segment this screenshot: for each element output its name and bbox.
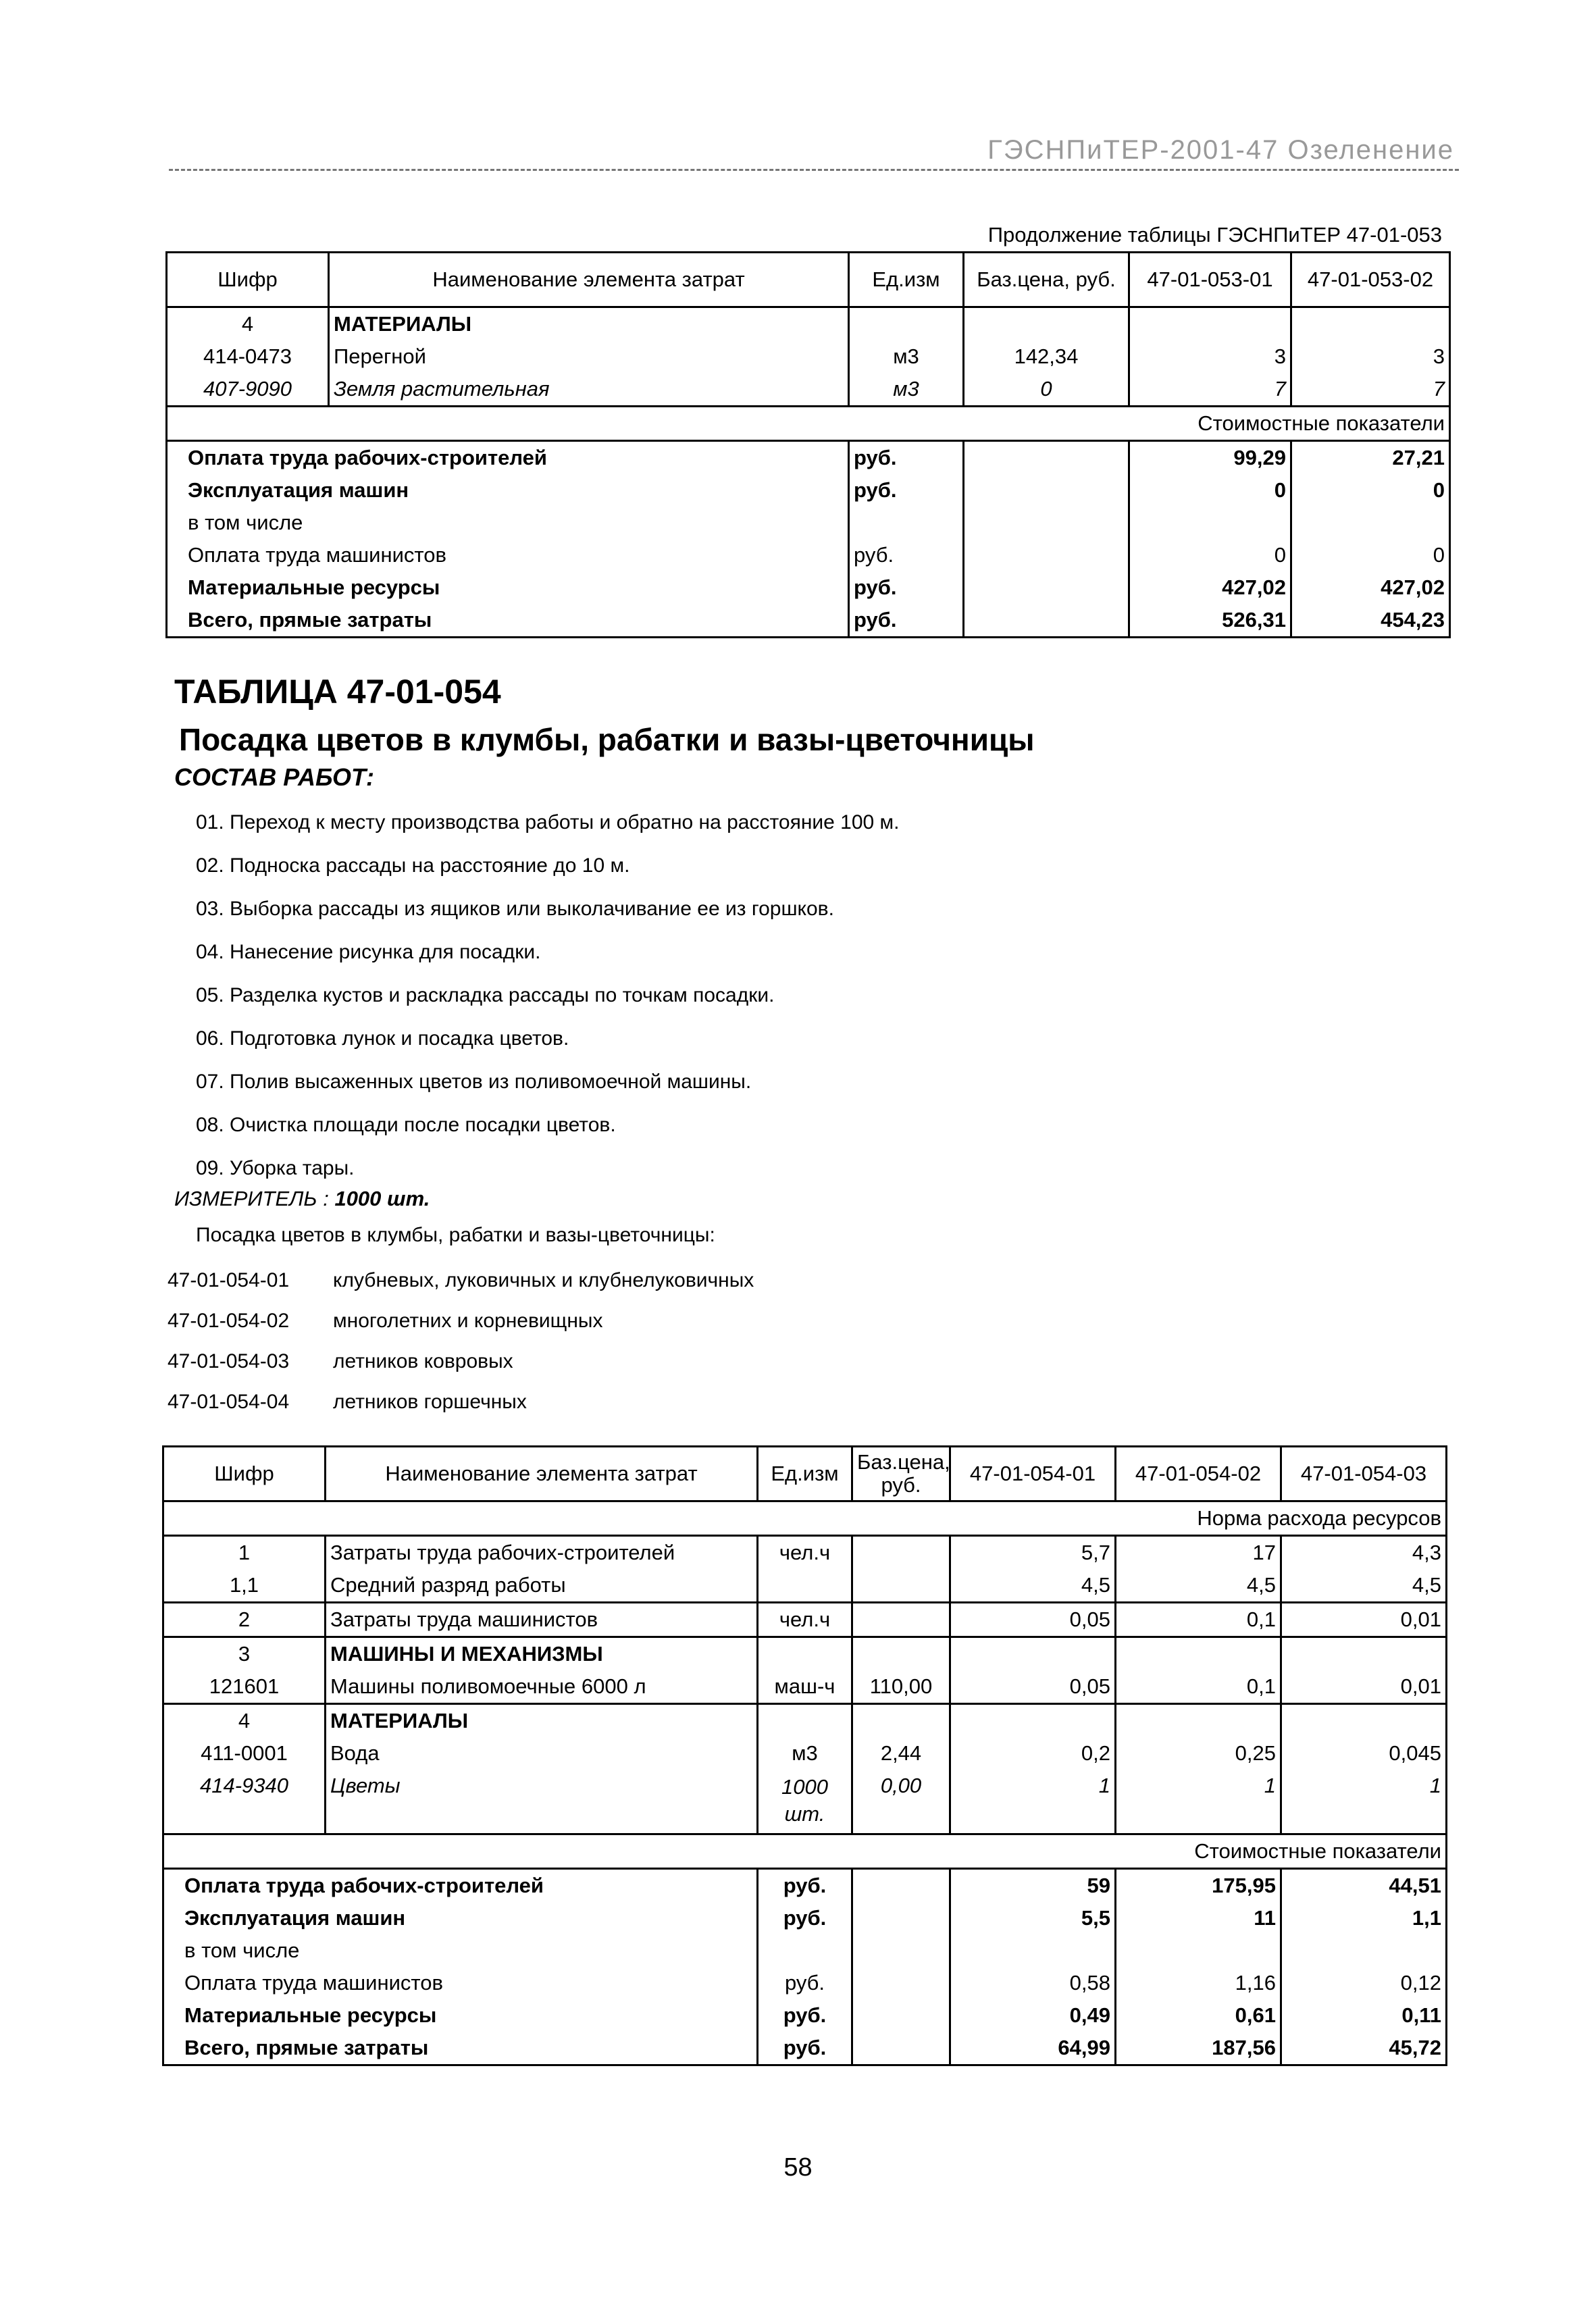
cost-value: 0,49 bbox=[950, 1999, 1116, 2032]
cost-label: Оплата труда рабочих-строителей bbox=[163, 1869, 758, 1903]
cost-row bbox=[167, 441, 1450, 475]
table-cell: 1 bbox=[163, 1536, 326, 1570]
table-cell bbox=[852, 1704, 950, 1738]
table-cell: 17 bbox=[1116, 1536, 1281, 1570]
codes-list bbox=[168, 1260, 754, 1422]
table-cell: 3 bbox=[1129, 340, 1291, 373]
table-cell bbox=[852, 1603, 950, 1637]
table-row bbox=[163, 1637, 1447, 1671]
work-step: 03. Выборка рассады из ящиков или выколачивание ее из горшков. bbox=[196, 898, 834, 920]
cost-value: 99,29 bbox=[1129, 441, 1291, 475]
table-cell bbox=[758, 1569, 852, 1603]
table-cell: 121601 bbox=[163, 1670, 326, 1704]
measurement-unit bbox=[174, 1187, 430, 1211]
table-cell bbox=[852, 1536, 950, 1570]
table-row bbox=[163, 1569, 1447, 1603]
table-row bbox=[163, 1704, 1447, 1738]
code-desc: летников горшечных bbox=[333, 1391, 527, 1413]
table-cell bbox=[1281, 1637, 1447, 1671]
cost-unit: руб. bbox=[758, 1999, 852, 2032]
cost-value bbox=[1129, 507, 1291, 539]
cost-unit bbox=[849, 507, 964, 539]
cost-value: 0 bbox=[1291, 474, 1450, 507]
work-step: 07. Полив высаженных цветов из поливомоечной машины. bbox=[196, 1071, 752, 1093]
cost-price bbox=[964, 441, 1129, 475]
work-step: 02. Подноска рассады на расстояние до 10 м. bbox=[196, 854, 630, 877]
table-cell: 0,2 bbox=[950, 1737, 1116, 1770]
table-cell: чел.ч bbox=[758, 1603, 852, 1637]
work-step: 01. Переход к месту производства работы и обратно на расстояние 100 м. bbox=[196, 811, 900, 833]
cost-row bbox=[163, 1999, 1447, 2032]
cost-value: 526,31 bbox=[1129, 604, 1291, 638]
table-row bbox=[167, 340, 1450, 373]
table1-col-header: 47-01-053-01 bbox=[1129, 253, 1291, 307]
cost-unit: руб. bbox=[758, 2032, 852, 2065]
header-divider bbox=[169, 169, 1459, 171]
table-cell: Земля растительная bbox=[329, 373, 849, 407]
code-item bbox=[168, 1341, 754, 1382]
table-cell: 1 bbox=[1116, 1770, 1281, 1834]
cost-unit: руб. bbox=[758, 1869, 852, 1903]
table2-col-header: Ед.изм bbox=[758, 1447, 852, 1501]
table-cell: 4,5 bbox=[1281, 1569, 1447, 1603]
table-cell bbox=[950, 1704, 1116, 1738]
table-cell: чел.ч bbox=[758, 1536, 852, 1570]
code-number: 47-01-054-04 bbox=[168, 1391, 290, 1413]
table-cell: 110,00 bbox=[852, 1670, 950, 1704]
cost-unit: руб. bbox=[849, 604, 964, 638]
table-cell: 1,1 bbox=[163, 1569, 326, 1603]
cost-value: 0 bbox=[1291, 539, 1450, 571]
cost-unit: руб. bbox=[758, 1967, 852, 1999]
code-number: 47-01-054-02 bbox=[168, 1310, 290, 1332]
cost-row bbox=[167, 507, 1450, 539]
table-row bbox=[163, 1603, 1447, 1637]
table2-col-header: 47-01-054-01 bbox=[950, 1447, 1116, 1501]
cost-label: в том числе bbox=[163, 1934, 758, 1967]
table-cell: МАТЕРИАЛЫ bbox=[326, 1704, 758, 1738]
cost-price bbox=[964, 539, 1129, 571]
cost-value: 454,23 bbox=[1291, 604, 1450, 638]
cost-value: 1,16 bbox=[1116, 1967, 1281, 1999]
table2-col-header: Баз.цена, руб. bbox=[852, 1447, 950, 1501]
table-cell: 2 bbox=[163, 1603, 326, 1637]
code-item bbox=[168, 1260, 754, 1301]
code-number: 47-01-054-01 bbox=[168, 1269, 290, 1291]
table-cell: Вода bbox=[326, 1737, 758, 1770]
table-cell: м3 bbox=[758, 1737, 852, 1770]
cost-price bbox=[964, 571, 1129, 604]
section-title: ТАБЛИЦА 47-01-054 bbox=[174, 673, 501, 711]
table-cell: Перегной bbox=[329, 340, 849, 373]
cost-row bbox=[163, 1902, 1447, 1934]
table-cell: 1 bbox=[950, 1770, 1116, 1834]
cost-label: Материальные ресурсы bbox=[167, 571, 849, 604]
code-item bbox=[168, 1301, 754, 1341]
cost-value: 11 bbox=[1116, 1902, 1281, 1934]
cost-value: 44,51 bbox=[1281, 1869, 1447, 1903]
table1-col-header: 47-01-053-02 bbox=[1291, 253, 1450, 307]
cost-label: Эксплуатация машин bbox=[167, 474, 849, 507]
cost-value: 59 bbox=[950, 1869, 1116, 1903]
table-cell: 2,44 bbox=[852, 1737, 950, 1770]
measurement-label: ИЗМЕРИТЕЛЬ : bbox=[174, 1187, 329, 1210]
table-cell: 4,3 bbox=[1281, 1536, 1447, 1570]
cost-indicators-header: Стоимостные показатели bbox=[163, 1834, 1447, 1869]
codes-intro: Посадка цветов в клумбы, рабатки и вазы-цветочницы: bbox=[196, 1224, 715, 1246]
table-cell: 1000 шт. bbox=[758, 1770, 852, 1834]
table-cell: 4 bbox=[167, 307, 329, 341]
work-step: 05. Разделка кустов и раскладка рассады по точкам посадки. bbox=[196, 984, 775, 1006]
table-row bbox=[167, 307, 1450, 341]
cost-unit: руб. bbox=[849, 571, 964, 604]
cost-indicators-header: Стоимостные показатели bbox=[167, 407, 1450, 441]
table-cell: 0,05 bbox=[950, 1603, 1116, 1637]
cost-row bbox=[167, 571, 1450, 604]
table1-continuation-caption: Продолжение таблицы ГЭСНПиТЕР 47-01-053 bbox=[987, 223, 1442, 247]
cost-value bbox=[950, 1934, 1116, 1967]
cost-label: Всего, прямые затраты bbox=[163, 2032, 758, 2065]
cost-value bbox=[1291, 507, 1450, 539]
table2-norm-header-row bbox=[163, 1501, 1447, 1536]
table1-col-header: Ед.изм bbox=[849, 253, 964, 307]
table-cell: маш-ч bbox=[758, 1670, 852, 1704]
cost-row bbox=[163, 2032, 1447, 2065]
cost-value: 64,99 bbox=[950, 2032, 1116, 2065]
cost-value: 0 bbox=[1129, 474, 1291, 507]
table-cell: 0,045 bbox=[1281, 1737, 1447, 1770]
cost-unit: руб. bbox=[849, 441, 964, 475]
table1-cost-header-row bbox=[167, 407, 1450, 441]
code-desc: клубневых, луковичных и клубнелуковичных bbox=[333, 1269, 754, 1291]
cost-price bbox=[852, 1967, 950, 1999]
table-cell: 411-0001 bbox=[163, 1737, 326, 1770]
table-cell: Затраты труда рабочих-строителей bbox=[326, 1536, 758, 1570]
cost-row bbox=[167, 539, 1450, 571]
table-cell: 0,1 bbox=[1116, 1603, 1281, 1637]
table1-col-header: Баз.цена, руб. bbox=[964, 253, 1129, 307]
cost-value: 175,95 bbox=[1116, 1869, 1281, 1903]
cost-price bbox=[852, 1934, 950, 1967]
work-step: 09. Уборка тары. bbox=[196, 1157, 355, 1179]
work-step: 08. Очистка площади после посадки цветов. bbox=[196, 1114, 616, 1136]
measurement-value: 1000 шт. bbox=[334, 1187, 430, 1210]
table2 bbox=[162, 1445, 1447, 2066]
table1-header-row bbox=[167, 253, 1450, 307]
cost-value: 45,72 bbox=[1281, 2032, 1447, 2065]
table-cell: 0,05 bbox=[950, 1670, 1116, 1704]
table-cell: Средний разряд работы bbox=[326, 1569, 758, 1603]
table-cell: 4,5 bbox=[950, 1569, 1116, 1603]
table2-col-header: 47-01-054-03 bbox=[1281, 1447, 1447, 1501]
table2-header-row bbox=[163, 1447, 1447, 1501]
cost-price bbox=[852, 1999, 950, 2032]
table-cell bbox=[964, 307, 1129, 341]
cost-price bbox=[852, 1902, 950, 1934]
cost-price bbox=[852, 1869, 950, 1903]
table-cell: 0,01 bbox=[1281, 1670, 1447, 1704]
table-cell: 0,1 bbox=[1116, 1670, 1281, 1704]
table-cell bbox=[852, 1637, 950, 1671]
cost-label: Эксплуатация машин bbox=[163, 1902, 758, 1934]
cost-label: Оплата труда машинистов bbox=[167, 539, 849, 571]
table-cell: 5,7 bbox=[950, 1536, 1116, 1570]
table-cell bbox=[849, 307, 964, 341]
cost-price bbox=[964, 507, 1129, 539]
table-cell: 142,34 bbox=[964, 340, 1129, 373]
cost-row bbox=[163, 1967, 1447, 1999]
table-row bbox=[163, 1670, 1447, 1704]
code-number: 47-01-054-03 bbox=[168, 1350, 290, 1372]
table-cell: 0,01 bbox=[1281, 1603, 1447, 1637]
cost-value: 5,5 bbox=[950, 1902, 1116, 1934]
table-cell: 3 bbox=[1291, 340, 1450, 373]
work-composition-label: СОСТАВ РАБОТ: bbox=[174, 763, 374, 791]
cost-label: Материальные ресурсы bbox=[163, 1999, 758, 2032]
table-cell: м3 bbox=[849, 373, 964, 407]
cost-value: 1,1 bbox=[1281, 1902, 1447, 1934]
table1-col-header: Шифр bbox=[167, 253, 329, 307]
table-cell: 407-9090 bbox=[167, 373, 329, 407]
cost-label: Оплата труда машинистов bbox=[163, 1967, 758, 1999]
cost-unit bbox=[758, 1934, 852, 1967]
cost-value: 0 bbox=[1129, 539, 1291, 571]
table-cell bbox=[852, 1569, 950, 1603]
table-row bbox=[163, 1737, 1447, 1770]
table-cell: Машины поливомоечные 6000 л bbox=[326, 1670, 758, 1704]
table2-col-header: Шифр bbox=[163, 1447, 326, 1501]
cost-label: Оплата труда рабочих-строителей bbox=[167, 441, 849, 475]
cost-row bbox=[163, 1934, 1447, 1967]
cost-value: 0,12 bbox=[1281, 1967, 1447, 1999]
table-row bbox=[163, 1536, 1447, 1570]
cost-value bbox=[1116, 1934, 1281, 1967]
table2-col-header: 47-01-054-02 bbox=[1116, 1447, 1281, 1501]
table-cell: 3 bbox=[163, 1637, 326, 1671]
cost-row bbox=[167, 474, 1450, 507]
code-desc: многолетних и корневищных bbox=[333, 1310, 603, 1332]
table-cell: 0 bbox=[964, 373, 1129, 407]
table-cell: 4,5 bbox=[1116, 1569, 1281, 1603]
table-cell bbox=[950, 1637, 1116, 1671]
work-step: 06. Подготовка лунок и посадка цветов. bbox=[196, 1027, 569, 1050]
cost-value: 27,21 bbox=[1291, 441, 1450, 475]
table-cell: 7 bbox=[1291, 373, 1450, 407]
cost-value: 0,61 bbox=[1116, 1999, 1281, 2032]
page-number: 58 bbox=[783, 2153, 813, 2182]
table2-col-header: Наименование элемента затрат bbox=[326, 1447, 758, 1501]
cost-label: в том числе bbox=[167, 507, 849, 539]
cost-price bbox=[852, 2032, 950, 2065]
table-cell: 1 bbox=[1281, 1770, 1447, 1834]
cost-value: 0,58 bbox=[950, 1967, 1116, 1999]
table-cell: 414-0473 bbox=[167, 340, 329, 373]
table-row bbox=[163, 1770, 1447, 1834]
table-cell bbox=[1281, 1704, 1447, 1738]
cost-row bbox=[163, 1869, 1447, 1903]
table-cell: 7 bbox=[1129, 373, 1291, 407]
cost-label: Всего, прямые затраты bbox=[167, 604, 849, 638]
cost-value: 187,56 bbox=[1116, 2032, 1281, 2065]
cost-price bbox=[964, 604, 1129, 638]
table-cell bbox=[1116, 1637, 1281, 1671]
work-step: 04. Нанесение рисунка для посадки. bbox=[196, 941, 541, 963]
table-cell: 4 bbox=[163, 1704, 326, 1738]
cost-price bbox=[964, 474, 1129, 507]
table-cell: 414-9340 bbox=[163, 1770, 326, 1834]
cost-row bbox=[167, 604, 1450, 638]
table-cell: Затраты труда машинистов bbox=[326, 1603, 758, 1637]
cost-value: 427,02 bbox=[1291, 571, 1450, 604]
table-cell bbox=[1116, 1704, 1281, 1738]
code-desc: летников ковровых bbox=[333, 1350, 513, 1372]
cost-value bbox=[1281, 1934, 1447, 1967]
table-cell bbox=[758, 1704, 852, 1738]
cost-value: 427,02 bbox=[1129, 571, 1291, 604]
table-cell: Цветы bbox=[326, 1770, 758, 1834]
cost-unit: руб. bbox=[849, 474, 964, 507]
table1 bbox=[165, 251, 1451, 638]
table-cell: 0,25 bbox=[1116, 1737, 1281, 1770]
code-item bbox=[168, 1382, 754, 1422]
table-cell: МАШИНЫ И МЕХАНИЗМЫ bbox=[326, 1637, 758, 1671]
table-cell bbox=[1129, 307, 1291, 341]
table-cell bbox=[1291, 307, 1450, 341]
cost-unit: руб. bbox=[849, 539, 964, 571]
cost-unit: руб. bbox=[758, 1902, 852, 1934]
norm-header: Норма расхода ресурсов bbox=[163, 1501, 1447, 1536]
table-cell bbox=[758, 1637, 852, 1671]
table1-col-header: Наименование элемента затрат bbox=[329, 253, 849, 307]
cost-value: 0,11 bbox=[1281, 1999, 1447, 2032]
table2-cost-header-row bbox=[163, 1834, 1447, 1869]
table-cell: 0,00 bbox=[852, 1770, 950, 1834]
table-cell: МАТЕРИАЛЫ bbox=[329, 307, 849, 341]
table-row bbox=[167, 373, 1450, 407]
work-steps-list bbox=[196, 801, 900, 1190]
running-header: ГЭСНПиТЕР-2001-47 Озеленение bbox=[987, 135, 1454, 165]
section-subtitle: Посадка цветов в клумбы, рабатки и вазы-цветочницы bbox=[179, 722, 1035, 757]
table-cell: м3 bbox=[849, 340, 964, 373]
